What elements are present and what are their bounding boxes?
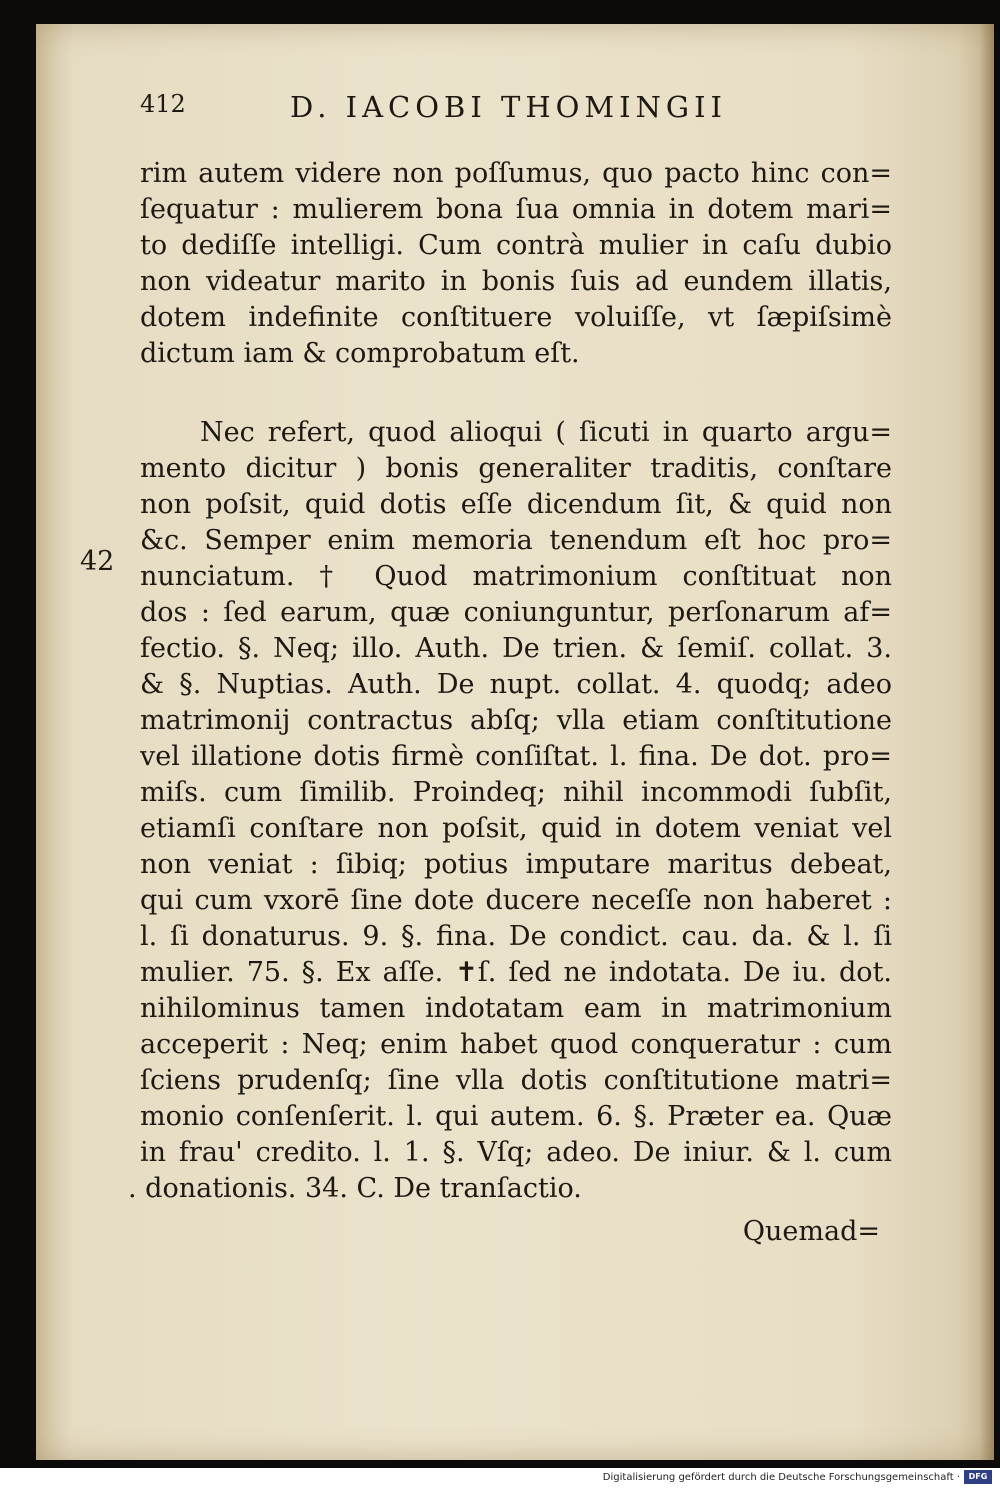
dfg-logo: DFG: [964, 1470, 992, 1484]
text-line: mulier. 75. §. Ex aſſe. ✝ſ. ſed ne indotata. De iu. dot.: [140, 957, 892, 988]
text-line: dictum iam & comprobatum eſt.: [140, 338, 580, 369]
text-line: in frau' credito. l. 1. §. Vſq; adeo. De iniur. & l. cum: [140, 1137, 892, 1168]
text-line: rim autem videre non poſſumus, quo pacto hinc con=: [140, 158, 892, 189]
text-line: qui cum vxorē ſine dote ducere neceſſe non haberet :: [140, 885, 892, 916]
text-line: &c. Semper enim memoria tenendum eſt hoc pro=: [140, 525, 892, 556]
text-line: mento dicitur ) bonis generaliter traditis, conſtare: [140, 453, 892, 484]
text-line: to dediſſe intelligi. Cum contrà mulier in caſu dubio: [140, 230, 892, 261]
catchword: Quemad=: [742, 1216, 880, 1247]
text-line: matrimonij contractus abſq; vlla etiam conſtitutione: [140, 705, 892, 736]
text-line: vel illatione dotis firmè conſiſtat. l. fina. De dot. pro=: [140, 741, 892, 772]
text-line: non veniat : ſibiq; potius imputare maritus debeat,: [140, 849, 892, 880]
text-line: non poſsit, quid dotis eſſe dicendum ſit, & quid non: [140, 489, 892, 520]
text-line: etiamſi conſtare non poſsit, quid in dotem veniat vel: [140, 813, 892, 844]
text-line: l. ſi donaturus. 9. §. fina. De condict. cau. da. & l. ſi: [140, 921, 892, 952]
digitization-credit: Digitalisierung gefördert durch die Deutsche Forschungsgemeinschaft ·: [602, 1472, 960, 1483]
text-line: dotem indefinite conſtituere voluiſſe, vt ſæpiſsimè: [140, 302, 892, 333]
page-number: 412: [140, 90, 186, 118]
text-line: nunciatum. † Quod matrimonium conſtituat non: [140, 561, 892, 592]
text-line: miſs. cum ſimilib. Proindeq; nihil incommodi ſubſit,: [140, 777, 892, 808]
text-line: & §. Nuptias. Auth. De nupt. collat. 4. quodq; adeo: [140, 669, 892, 700]
text-line: dos : ſed earum, quæ coniunguntur, perſonarum af=: [140, 597, 892, 628]
text-line: fectio. §. Neq; illo. Auth. De trien. & ſemiſ. collat. 3.: [140, 633, 892, 664]
running-title: D. IACOBI THOMINGII: [290, 90, 728, 124]
text-line: Nec refert, quod alioqui ( ſicuti in quarto argu=: [200, 417, 892, 448]
text-line: ſequatur : mulierem bona ſua omnia in dotem mari=: [140, 194, 892, 225]
page-edge-shadow: [980, 24, 994, 1460]
text-line: non videatur marito in bonis ſuis ad eundem illatis,: [140, 266, 892, 297]
text-line: monio conſenſerit. l. qui autem. 6. §. Præter ea. Quæ: [140, 1101, 892, 1132]
text-line: ſciens prudenſq; ſine vlla dotis conſtitutione matri=: [140, 1065, 892, 1096]
text-line: . donationis. 34. C. De tranſactio.: [128, 1173, 582, 1204]
running-head: [140, 90, 900, 130]
text-line: nihilominus tamen indotatam eam in matrimonium: [140, 993, 892, 1024]
marginal-number: 42: [80, 546, 115, 577]
text-line: acceperit : Neq; enim habet quod conqueratur : cum: [140, 1029, 892, 1060]
